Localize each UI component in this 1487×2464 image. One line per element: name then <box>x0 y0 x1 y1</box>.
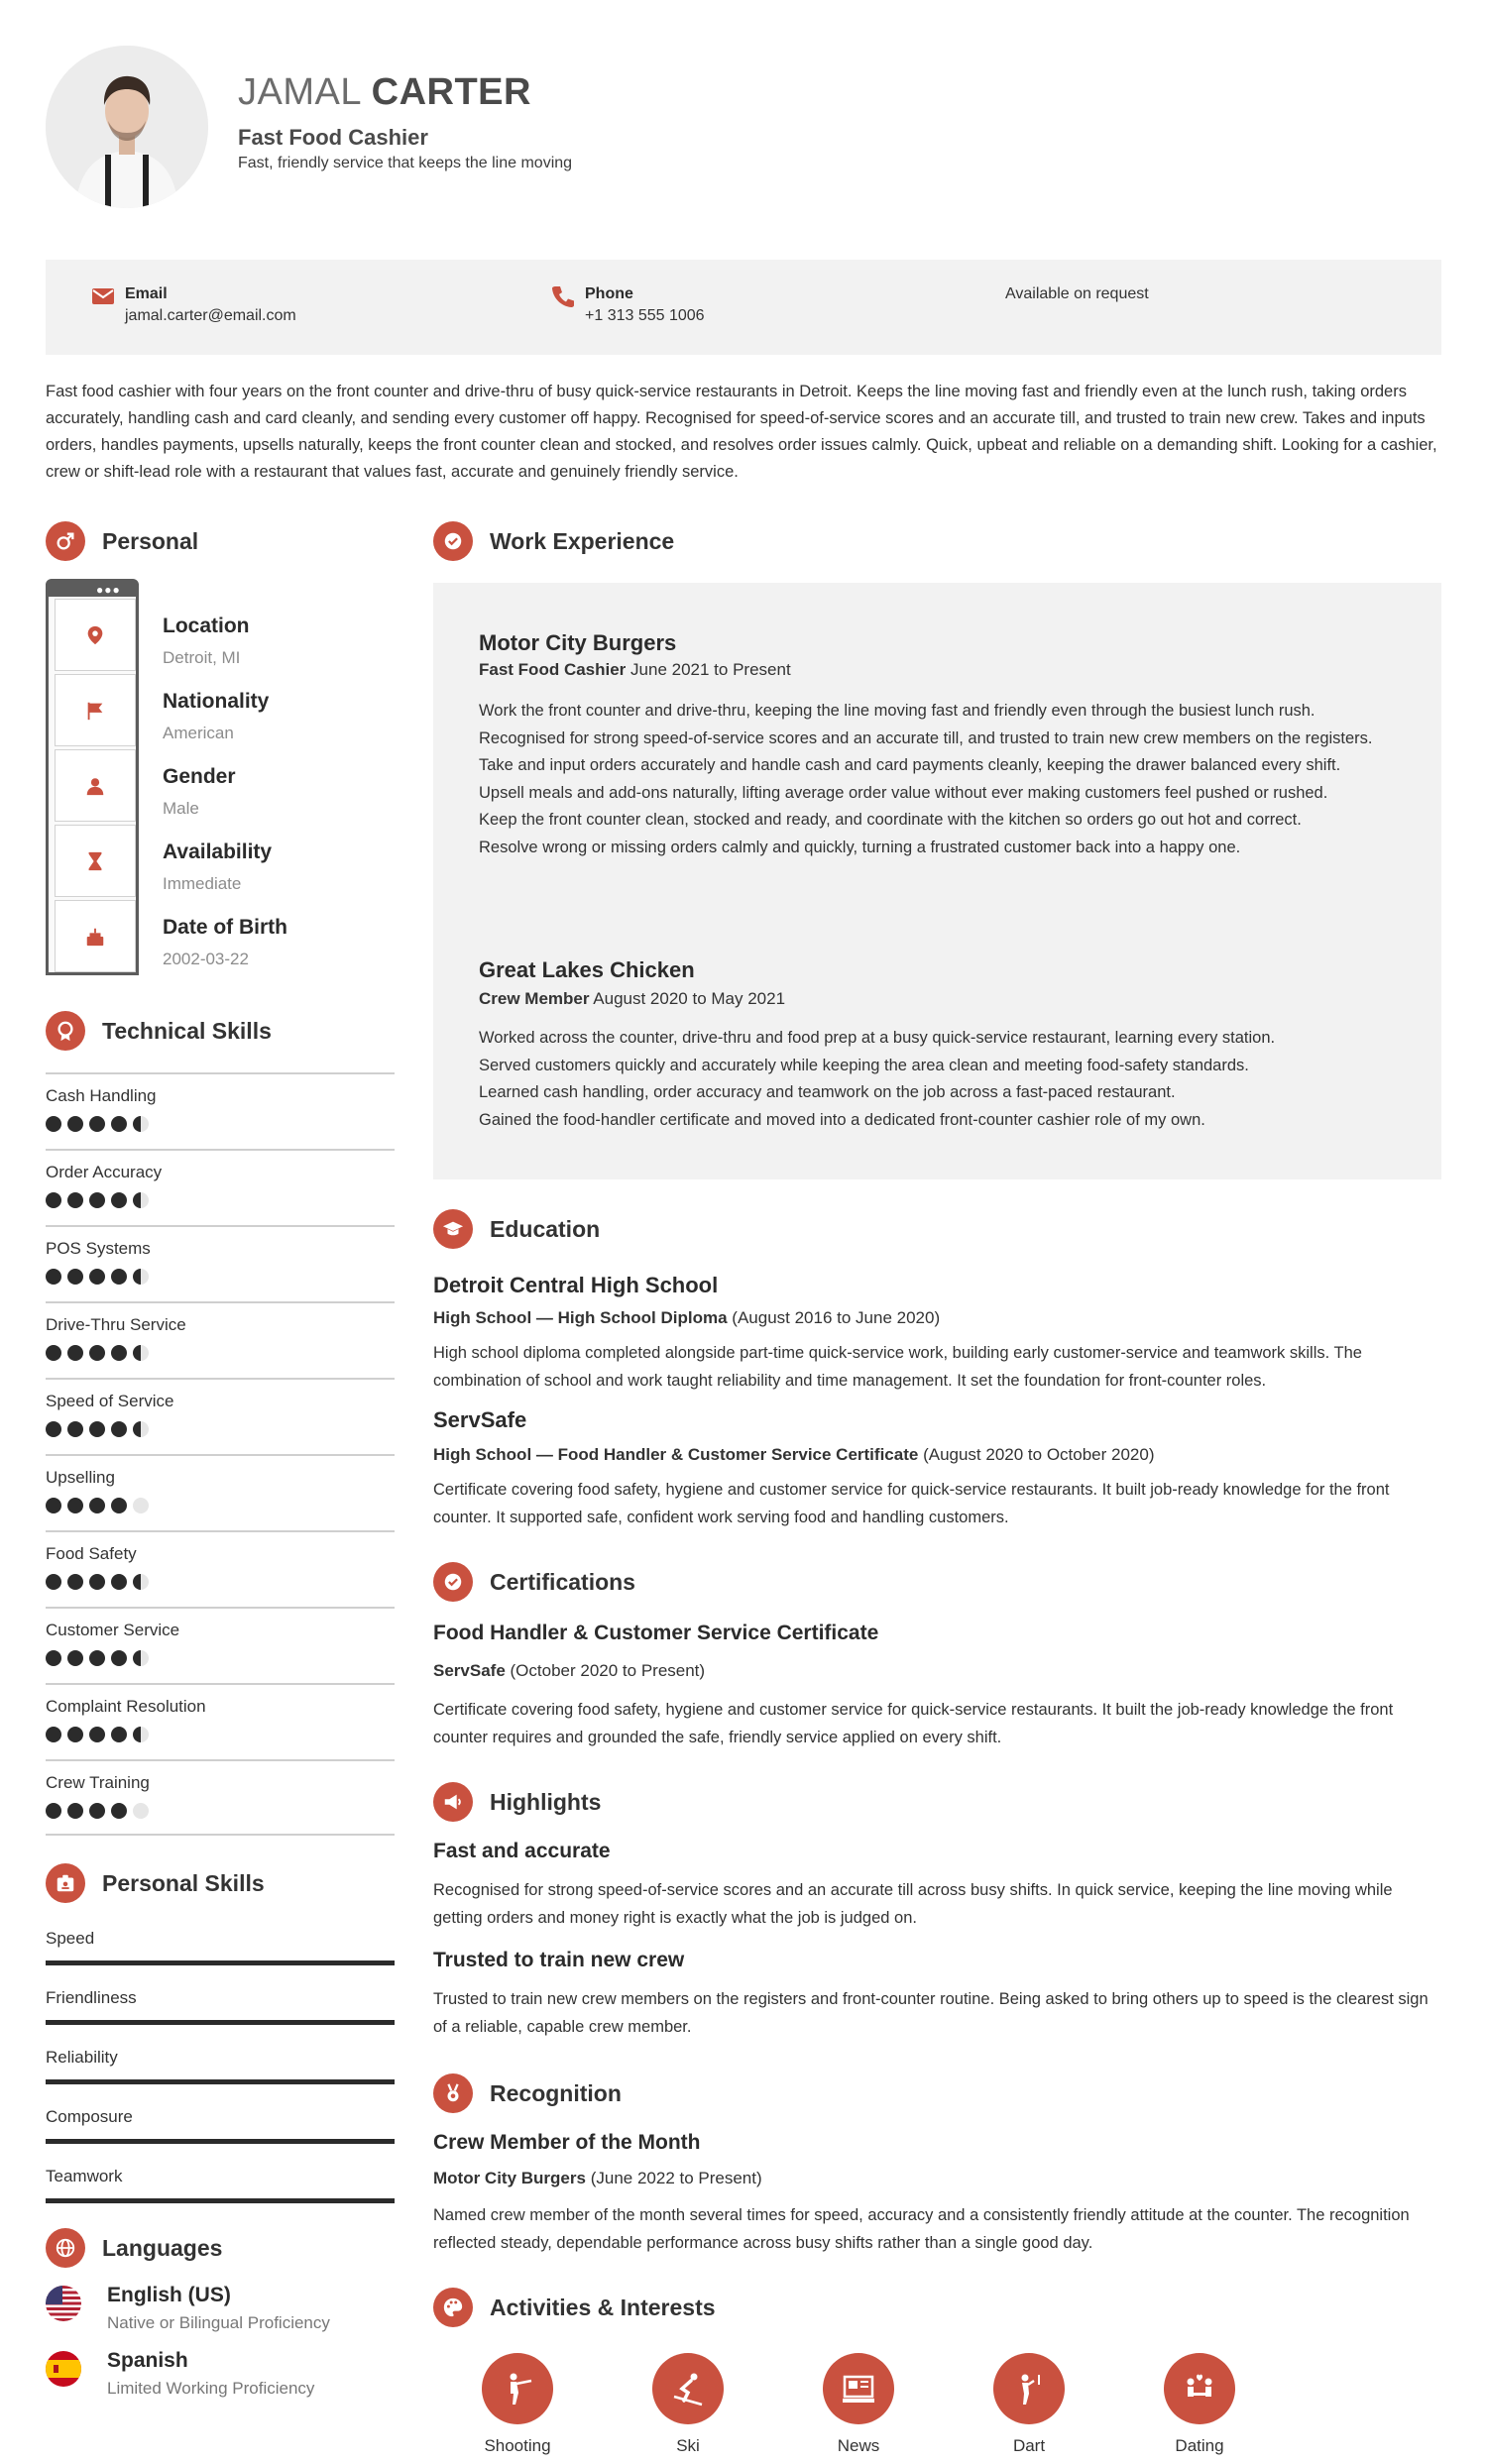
personal-skill-item <box>46 1929 395 1965</box>
skill-rating <box>46 1727 395 1742</box>
personal-skill-name: Teamwork <box>46 2167 123 2185</box>
rating-dot <box>67 1727 83 1742</box>
personal-skill-item <box>46 2048 395 2084</box>
rating-dot <box>67 1116 83 1132</box>
recognition-org-line <box>433 2169 762 2188</box>
award-icon <box>46 1011 85 1051</box>
highlights-title: Highlights <box>490 1788 602 1815</box>
spain-flag-icon <box>46 2351 81 2387</box>
rating-dot <box>67 1574 83 1590</box>
education-title: Education <box>490 1215 601 1242</box>
job-role: Fast Food Cashier <box>479 660 627 679</box>
recognition-title: Recognition <box>490 2079 622 2106</box>
personal-label-nationality: Nationality <box>163 690 270 713</box>
rating-dot <box>111 1116 127 1132</box>
interest-label: Dating <box>1175 2436 1224 2455</box>
personal-skill-name: Composure <box>46 2107 133 2126</box>
job-title: Fast Food Cashier <box>238 125 428 150</box>
skill-rating <box>46 1498 395 1513</box>
technical-skill-item <box>46 1225 395 1285</box>
globe-icon <box>46 2228 85 2268</box>
technical-skill-item <box>46 1454 395 1513</box>
personal-value-gender: Male <box>163 799 199 818</box>
rating-dot <box>111 1192 127 1208</box>
skill-rating <box>46 1269 395 1285</box>
rating-dot <box>133 1345 149 1361</box>
interest-label: Ski <box>676 2436 700 2455</box>
certification-issuer: ServSafe <box>433 1661 506 1680</box>
hourglass-icon <box>55 825 136 897</box>
availability-contact <box>1005 285 1149 303</box>
job-bullet: Resolve wrong or missing orders calmly and quickly, turning a frustrated customer back into a happy one. <box>479 838 1241 856</box>
personal-skills-title: Personal Skills <box>102 1869 265 1896</box>
rating-dot <box>46 1727 61 1742</box>
email-value[interactable]: jamal.carter@email.com <box>125 307 296 324</box>
technical-skill-item <box>46 1683 395 1742</box>
personal-label-availability: Availability <box>163 840 273 863</box>
personal-value-availability: Immediate <box>163 874 242 893</box>
medal-icon <box>433 2073 473 2113</box>
resume-header <box>46 46 1441 208</box>
education-degree: High School — Food Handler & Customer Service Certificate <box>433 1445 919 1464</box>
profile-summary: Fast food cashier with four years on the front counter and drive-thru of busy quick-service restaurants in Detroit. Keeps the line moving fast and friendly even at the lunch rush, taking orders accurately, handling cash and card cleanly, and sending every customer off happy. Recognised for speed-of-service scores and an accurate till, and trusted to train new crew. Takes and inputs orders, handles payments, upsells naturally, keeps the front counter clean and stocked, and resolves order issues calmly. Quick, upbeat and reliable on a demanding shift. Looking for a cashier, crew or shift-lead role with a restaurant that values fast, accurate and genuinely friendly service. <box>46 383 1437 481</box>
phone-contact <box>585 285 705 325</box>
job-bullet: Learned cash handling, order accuracy and teamwork on the job across a fast-paced restaurant. <box>479 1083 1176 1101</box>
highlight-description: Recognised for strong speed-of-service scores and an accurate till across busy shifts. In quick service, keeping the line moving while getting orders and money right is exactly what the job is judged on. <box>433 1881 1393 1927</box>
rating-dot <box>111 1421 127 1437</box>
technical-skills-heading <box>46 1011 272 1051</box>
interest-label: Dart <box>1012 2436 1046 2455</box>
id-badge-icon <box>46 1863 85 1903</box>
recognition-description: Named crew member of the month several times for speed, accuracy and a consistently friendly attitude at the counter. The recognition reflected steady, dependable performance across busy shifts rather than a single good day. <box>433 2206 1410 2252</box>
languages-heading <box>46 2228 222 2268</box>
email-label: Email <box>125 285 168 302</box>
skill-name: Complaint Resolution <box>46 1697 206 1716</box>
check-badge-icon <box>433 521 473 561</box>
first-name: JAMAL <box>238 71 361 113</box>
skill-name: Customer Service <box>46 1621 180 1639</box>
rating-dot <box>111 1345 127 1361</box>
recognition-heading <box>433 2073 622 2113</box>
news-icon <box>823 2353 894 2424</box>
rating-dot <box>46 1192 61 1208</box>
rating-dot <box>133 1574 149 1590</box>
education-description: Certificate covering food safety, hygiene and customer service for quick-service restaurants. It built job-ready knowledge for the front counter. It supported safe, confident work serving food and handling customers. <box>433 1481 1390 1526</box>
education-degree-line <box>433 1308 940 1328</box>
personal-value-dob: 2002-03-22 <box>163 950 249 968</box>
skill-rating <box>46 1116 395 1132</box>
skill-name: POS Systems <box>46 1239 151 1258</box>
rating-dot <box>111 1803 127 1819</box>
education-degree-line <box>433 1445 1155 1465</box>
rating-dot <box>89 1803 105 1819</box>
language-level: Native or Bilingual Proficiency <box>107 2313 330 2332</box>
activities-title: Activities & Interests <box>490 2294 716 2320</box>
technical-skill-item <box>46 1378 395 1437</box>
certification-description: Certificate covering food safety, hygiene and customer service for quick-service restaurants. It built the job-ready knowledge the front counter requires and grounded the safe, friendly service applied on every shift. <box>433 1701 1394 1746</box>
personal-label-gender: Gender <box>163 765 236 788</box>
rating-dot <box>67 1269 83 1285</box>
dating-icon <box>1164 2353 1235 2424</box>
rating-dot <box>133 1269 149 1285</box>
job-bullet: Keep the front counter clean, stocked and ready, and coordinate with the kitchen so orders go out hot and correct. <box>479 811 1302 829</box>
personal-label-dob: Date of Birth <box>163 916 287 939</box>
megaphone-icon <box>433 1782 473 1822</box>
personal-label-location: Location <box>163 615 250 637</box>
personal-skill-item <box>46 2107 395 2144</box>
personal-skill-bar <box>46 1960 395 1965</box>
highlight-title: Trusted to train new crew <box>433 1949 685 1971</box>
skill-rating <box>46 1574 395 1590</box>
dart-icon <box>993 2353 1065 2424</box>
education-dates: (August 2020 to October 2020) <box>923 1445 1155 1464</box>
education-dates: (August 2016 to June 2020) <box>732 1308 941 1327</box>
skill-name: Food Safety <box>46 1544 137 1563</box>
skill-name: Drive-Thru Service <box>46 1315 186 1334</box>
education-heading <box>433 1209 600 1249</box>
job-bullet: Served customers quickly and accurately while keeping the area clean and meeting food-safety standards. <box>479 1056 1249 1074</box>
candidate-name <box>238 71 531 114</box>
job-company: Great Lakes Chicken <box>479 957 695 982</box>
skill-rating <box>46 1421 395 1437</box>
rating-dot <box>133 1498 149 1513</box>
job-bullet: Recognised for strong speed-of-service scores and an accurate till, and trusted to train new crew members on the registers. <box>479 728 1373 747</box>
certification-dates: (October 2020 to Present) <box>510 1661 706 1680</box>
personal-skill-item <box>46 2167 395 2203</box>
rating-dot <box>46 1421 61 1437</box>
gender-icon <box>46 521 85 561</box>
certificate-check-icon <box>433 1562 473 1602</box>
rating-dot <box>133 1116 149 1132</box>
personal-value-nationality: American <box>163 724 234 742</box>
skills-divider <box>46 1834 395 1836</box>
technical-skill-item <box>46 1072 395 1132</box>
skill-rating <box>46 1192 395 1208</box>
technical-skill-item <box>46 1759 395 1819</box>
skill-name: Order Accuracy <box>46 1163 163 1181</box>
rating-dot <box>111 1498 127 1513</box>
rating-dot <box>111 1650 127 1666</box>
cake-icon <box>55 900 136 972</box>
skill-rating <box>46 1803 395 1819</box>
rating-dot <box>89 1116 105 1132</box>
job-role: Crew Member <box>479 989 590 1008</box>
highlight-description: Trusted to train new crew members on the registers and front-counter routine. Being asked to bring others up to speed is the clearest sign of a reliable, capable crew member. <box>433 1990 1429 2036</box>
activities-heading <box>433 2288 716 2327</box>
work-experience-heading <box>433 521 674 561</box>
rating-dot <box>111 1727 127 1742</box>
email-contact <box>125 285 296 325</box>
interest-label: News <box>837 2436 880 2455</box>
interest-news <box>799 2353 918 2456</box>
rating-dot <box>89 1498 105 1513</box>
language-level: Limited Working Proficiency <box>107 2379 315 2398</box>
highlights-heading <box>433 1782 601 1822</box>
job-bullet: Take and input orders accurately and handle cash and card payments cleanly, keeping the drawer balanced every shift. <box>479 756 1341 774</box>
personal-skill-name: Speed <box>46 1929 95 1948</box>
personal-skill-bar <box>46 2020 395 2025</box>
language-name: English (US) <box>107 2284 231 2306</box>
rating-dot <box>89 1269 105 1285</box>
education-school: ServSafe <box>433 1407 527 1432</box>
rating-dot <box>89 1421 105 1437</box>
flag-icon <box>55 674 136 746</box>
rating-dot <box>89 1192 105 1208</box>
rating-dot <box>89 1574 105 1590</box>
job-bullet: Worked across the counter, drive-thru and food prep at a busy quick-service restaurant, learning every station. <box>479 1029 1276 1047</box>
rating-dot <box>67 1803 83 1819</box>
certifications-title: Certifications <box>490 1568 635 1595</box>
personal-heading <box>46 521 198 561</box>
rating-dot <box>89 1727 105 1742</box>
panel-dots: ●●● <box>96 583 121 597</box>
education-degree: High School — High School Diploma <box>433 1308 728 1327</box>
job-bullet: Gained the food-handler certificate and moved into a dedicated front-counter cashier role of my own. <box>479 1110 1205 1129</box>
recognition-org: Motor City Burgers <box>433 2169 586 2187</box>
technical-skill-item <box>46 1607 395 1666</box>
interest-dart <box>970 2353 1088 2456</box>
job-description <box>479 698 1411 861</box>
rating-dot <box>89 1650 105 1666</box>
education-school: Detroit Central High School <box>433 1273 719 1297</box>
personal-skill-name: Friendliness <box>46 1988 137 2007</box>
phone-icon <box>551 285 575 307</box>
phone-value[interactable]: +1 313 555 1006 <box>585 307 705 324</box>
personal-skill-bar <box>46 2079 395 2084</box>
skill-name: Speed of Service <box>46 1392 174 1410</box>
location-pin-icon <box>55 599 136 671</box>
rating-dot <box>67 1345 83 1361</box>
personal-title: Personal <box>102 527 199 554</box>
interest-shooting <box>458 2353 577 2456</box>
person-icon <box>55 749 136 822</box>
rating-dot <box>133 1192 149 1208</box>
technical-skill-item <box>46 1530 395 1590</box>
contact-bar <box>46 260 1441 355</box>
us-flag-icon <box>46 2286 81 2321</box>
job-dates: August 2020 to May 2021 <box>593 989 786 1008</box>
profile-photo <box>46 46 208 208</box>
job-role-line <box>479 660 791 680</box>
skill-name: Upselling <box>46 1468 115 1487</box>
recognition-name: Crew Member of the Month <box>433 2131 701 2154</box>
rating-dot <box>46 1269 61 1285</box>
certification-name: Food Handler & Customer Service Certificate <box>433 1622 879 1644</box>
avatar-illustration <box>46 46 208 208</box>
technical-skills-title: Technical Skills <box>102 1017 272 1044</box>
rating-dot <box>46 1803 61 1819</box>
interest-ski <box>629 2353 747 2456</box>
personal-skill-bar <box>46 2139 395 2144</box>
shooting-icon <box>482 2353 553 2424</box>
rating-dot <box>46 1116 61 1132</box>
rating-dot <box>46 1650 61 1666</box>
rating-dot <box>133 1650 149 1666</box>
personal-value-location: Detroit, MI <box>163 648 241 667</box>
skill-name: Crew Training <box>46 1773 150 1792</box>
job-role-line <box>479 989 785 1009</box>
rating-dot <box>67 1498 83 1513</box>
job-bullet: Work the front counter and drive-thru, keeping the line moving fast and friendly even through the busiest lunch rush. <box>479 702 1315 720</box>
rating-dot <box>133 1727 149 1742</box>
rating-dot <box>46 1498 61 1513</box>
job-bullet: Upsell meals and add-ons naturally, lifting average order value without ever making customers feel pushed or rushed. <box>479 783 1328 802</box>
language-name: Spanish <box>107 2349 188 2372</box>
job-description <box>479 1025 1411 1134</box>
technical-skill-item <box>46 1149 395 1208</box>
interest-label: Shooting <box>484 2436 551 2455</box>
rating-dot <box>46 1574 61 1590</box>
personal-skill-bar <box>46 2198 395 2203</box>
work-experience-title: Work Experience <box>490 527 675 554</box>
certification-issuer-line <box>433 1661 705 1681</box>
last-name: CARTER <box>371 71 531 113</box>
rating-dot <box>46 1345 61 1361</box>
highlight-title: Fast and accurate <box>433 1840 611 1862</box>
recognition-dates: (June 2022 to Present) <box>590 2169 762 2187</box>
rating-dot <box>89 1345 105 1361</box>
rating-dot <box>111 1574 127 1590</box>
personal-skill-name: Reliability <box>46 2048 118 2067</box>
rating-dot <box>133 1803 149 1819</box>
ski-icon <box>652 2353 724 2424</box>
job-company: Motor City Burgers <box>479 630 677 655</box>
certifications-heading <box>433 1562 635 1602</box>
education-description: High school diploma completed alongside part-time quick-service work, building early customer-service and teamwork skills. The combination of school and work taught reliability and time management. It set the foundation for front-counter roles. <box>433 1344 1362 1390</box>
interest-dating <box>1140 2353 1259 2456</box>
tagline: Fast, friendly service that keeps the line moving <box>238 155 573 171</box>
palette-icon <box>433 2288 473 2327</box>
personal-skill-item <box>46 1988 395 2025</box>
skill-rating <box>46 1650 395 1666</box>
technical-skill-item <box>46 1301 395 1361</box>
rating-dot <box>67 1192 83 1208</box>
personal-panel <box>46 579 139 975</box>
languages-title: Languages <box>102 2234 223 2261</box>
rating-dot <box>67 1650 83 1666</box>
rating-dot <box>111 1269 127 1285</box>
availability-note: Available on request <box>1005 285 1149 302</box>
rating-dot <box>67 1421 83 1437</box>
graduation-cap-icon <box>433 1209 473 1249</box>
personal-skills-heading <box>46 1863 265 1903</box>
phone-label: Phone <box>585 285 633 302</box>
rating-dot <box>133 1421 149 1437</box>
skill-rating <box>46 1345 395 1361</box>
envelope-icon <box>91 285 115 307</box>
job-dates: June 2021 to Present <box>630 660 791 679</box>
skill-name: Cash Handling <box>46 1086 157 1105</box>
